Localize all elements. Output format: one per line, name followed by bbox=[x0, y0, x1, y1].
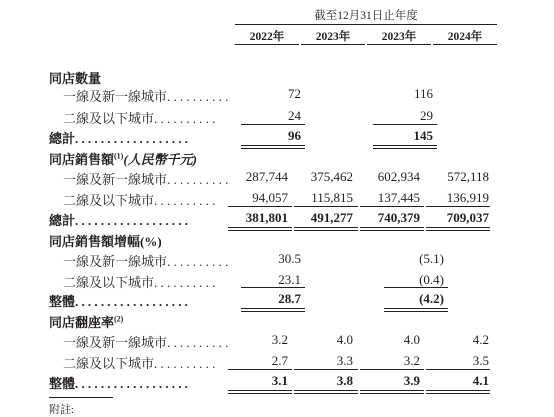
row-label: 二線及以下城市.......... bbox=[63, 356, 219, 371]
total-label: 整體.................. bbox=[49, 376, 192, 391]
value-cell: 602,934 bbox=[377, 169, 420, 184]
total-double-rule bbox=[426, 227, 490, 231]
value-cell: 116 bbox=[413, 86, 433, 101]
footnote-rule bbox=[49, 397, 113, 398]
total-cell: 3.1 bbox=[271, 373, 288, 388]
total-label: 整體.................. bbox=[49, 294, 192, 309]
row-label: 一線及新一線城市.......... bbox=[63, 335, 232, 350]
subtotal-rule bbox=[426, 369, 490, 370]
value-cell: 115,815 bbox=[311, 190, 353, 205]
section-title-turnover: 同店翻座率$^{(2)}$ bbox=[49, 314, 124, 330]
total-double-rule bbox=[373, 145, 437, 149]
row-label: 一線及新一線城市.......... bbox=[63, 89, 232, 104]
total-cell: 491,277 bbox=[310, 210, 353, 225]
total-label: 總計.................. bbox=[49, 213, 192, 228]
total-double-rule bbox=[241, 145, 305, 149]
value-cell: 3.2 bbox=[271, 332, 288, 347]
subtotal-rule bbox=[360, 206, 424, 207]
value-cell: (0.4) bbox=[419, 272, 444, 287]
total-cell: 96 bbox=[288, 128, 301, 143]
total-cell: 3.9 bbox=[403, 373, 420, 388]
value-cell: 72 bbox=[288, 86, 301, 101]
value-cell: 2.7 bbox=[271, 353, 288, 368]
total-cell: 28.7 bbox=[278, 291, 301, 306]
year-header-1: 2022年 bbox=[249, 31, 285, 43]
year-rule-4 bbox=[433, 44, 497, 45]
total-double-rule bbox=[294, 227, 358, 231]
total-cell: 145 bbox=[413, 128, 433, 143]
total-cell: 3.8 bbox=[336, 373, 353, 388]
total-double-rule bbox=[384, 308, 448, 312]
value-cell: 94,057 bbox=[252, 190, 288, 205]
value-cell: 3.3 bbox=[336, 353, 353, 368]
value-cell: 3.2 bbox=[403, 353, 420, 368]
value-cell: 29 bbox=[420, 108, 433, 123]
total-cell: 4.1 bbox=[472, 373, 489, 388]
total-double-rule bbox=[228, 390, 292, 394]
subtotal-rule bbox=[384, 287, 448, 288]
value-cell: 136,919 bbox=[446, 190, 489, 205]
value-cell: (5.1) bbox=[419, 251, 444, 266]
row-label: 一線及新一線城市.......... bbox=[63, 172, 232, 187]
total-cell: 381,801 bbox=[245, 210, 288, 225]
total-double-rule bbox=[426, 390, 490, 394]
value-cell: 23.1 bbox=[278, 272, 301, 287]
total-cell: (4.2) bbox=[419, 291, 444, 306]
value-cell: 4.0 bbox=[336, 332, 353, 347]
value-cell: 3.5 bbox=[472, 353, 489, 368]
subtotal-rule bbox=[294, 369, 358, 370]
subtotal-rule bbox=[426, 206, 490, 207]
total-cell: 709,037 bbox=[446, 210, 489, 225]
row-label: 二線及以下城市.......... bbox=[63, 193, 219, 208]
year-header-2: 2023年 bbox=[315, 31, 351, 43]
value-cell: 4.0 bbox=[403, 332, 420, 347]
value-cell: 24 bbox=[288, 108, 301, 123]
section-title-sales: 同店銷售額$^{(1)}$(人民幣千元) bbox=[49, 151, 198, 167]
value-cell: 137,445 bbox=[377, 190, 420, 205]
row-label: 一線及新一線城市.......... bbox=[63, 254, 232, 269]
subtotal-rule bbox=[228, 369, 292, 370]
header-rule bbox=[235, 24, 497, 25]
total-double-rule bbox=[241, 308, 305, 312]
value-cell: 4.2 bbox=[472, 332, 489, 347]
subtotal-rule bbox=[241, 287, 305, 288]
total-double-rule bbox=[360, 227, 424, 231]
value-cell: 30.5 bbox=[278, 251, 301, 266]
year-header-4: 2024年 bbox=[447, 31, 483, 43]
column-group-header: 截至12月31日止年度 bbox=[314, 10, 418, 22]
row-label: 二線及以下城市.......... bbox=[63, 275, 219, 290]
year-rule-1 bbox=[235, 44, 299, 45]
total-double-rule bbox=[228, 227, 292, 231]
total-double-rule bbox=[294, 390, 358, 394]
footnote-label: 附註: bbox=[49, 404, 75, 416]
value-cell: 287,744 bbox=[245, 169, 288, 184]
section-title-growth: 同店銷售額增幅(%) bbox=[49, 234, 162, 249]
total-label: 總計.................. bbox=[49, 131, 192, 146]
year-rule-2 bbox=[301, 44, 365, 45]
row-label: 二線及以下城市.......... bbox=[63, 111, 219, 126]
year-header-3: 2023年 bbox=[381, 31, 417, 43]
total-cell: 740,379 bbox=[377, 210, 420, 225]
subtotal-rule bbox=[360, 369, 424, 370]
subtotal-rule bbox=[294, 206, 358, 207]
subtotal-rule bbox=[228, 206, 292, 207]
total-double-rule bbox=[360, 390, 424, 394]
section-title-store-count: 同店數量 bbox=[49, 71, 102, 86]
value-cell: 572,118 bbox=[447, 169, 489, 184]
subtotal-rule bbox=[241, 124, 305, 125]
subtotal-rule bbox=[373, 124, 437, 125]
year-rule-3 bbox=[367, 44, 431, 45]
value-cell: 375,462 bbox=[310, 169, 353, 184]
